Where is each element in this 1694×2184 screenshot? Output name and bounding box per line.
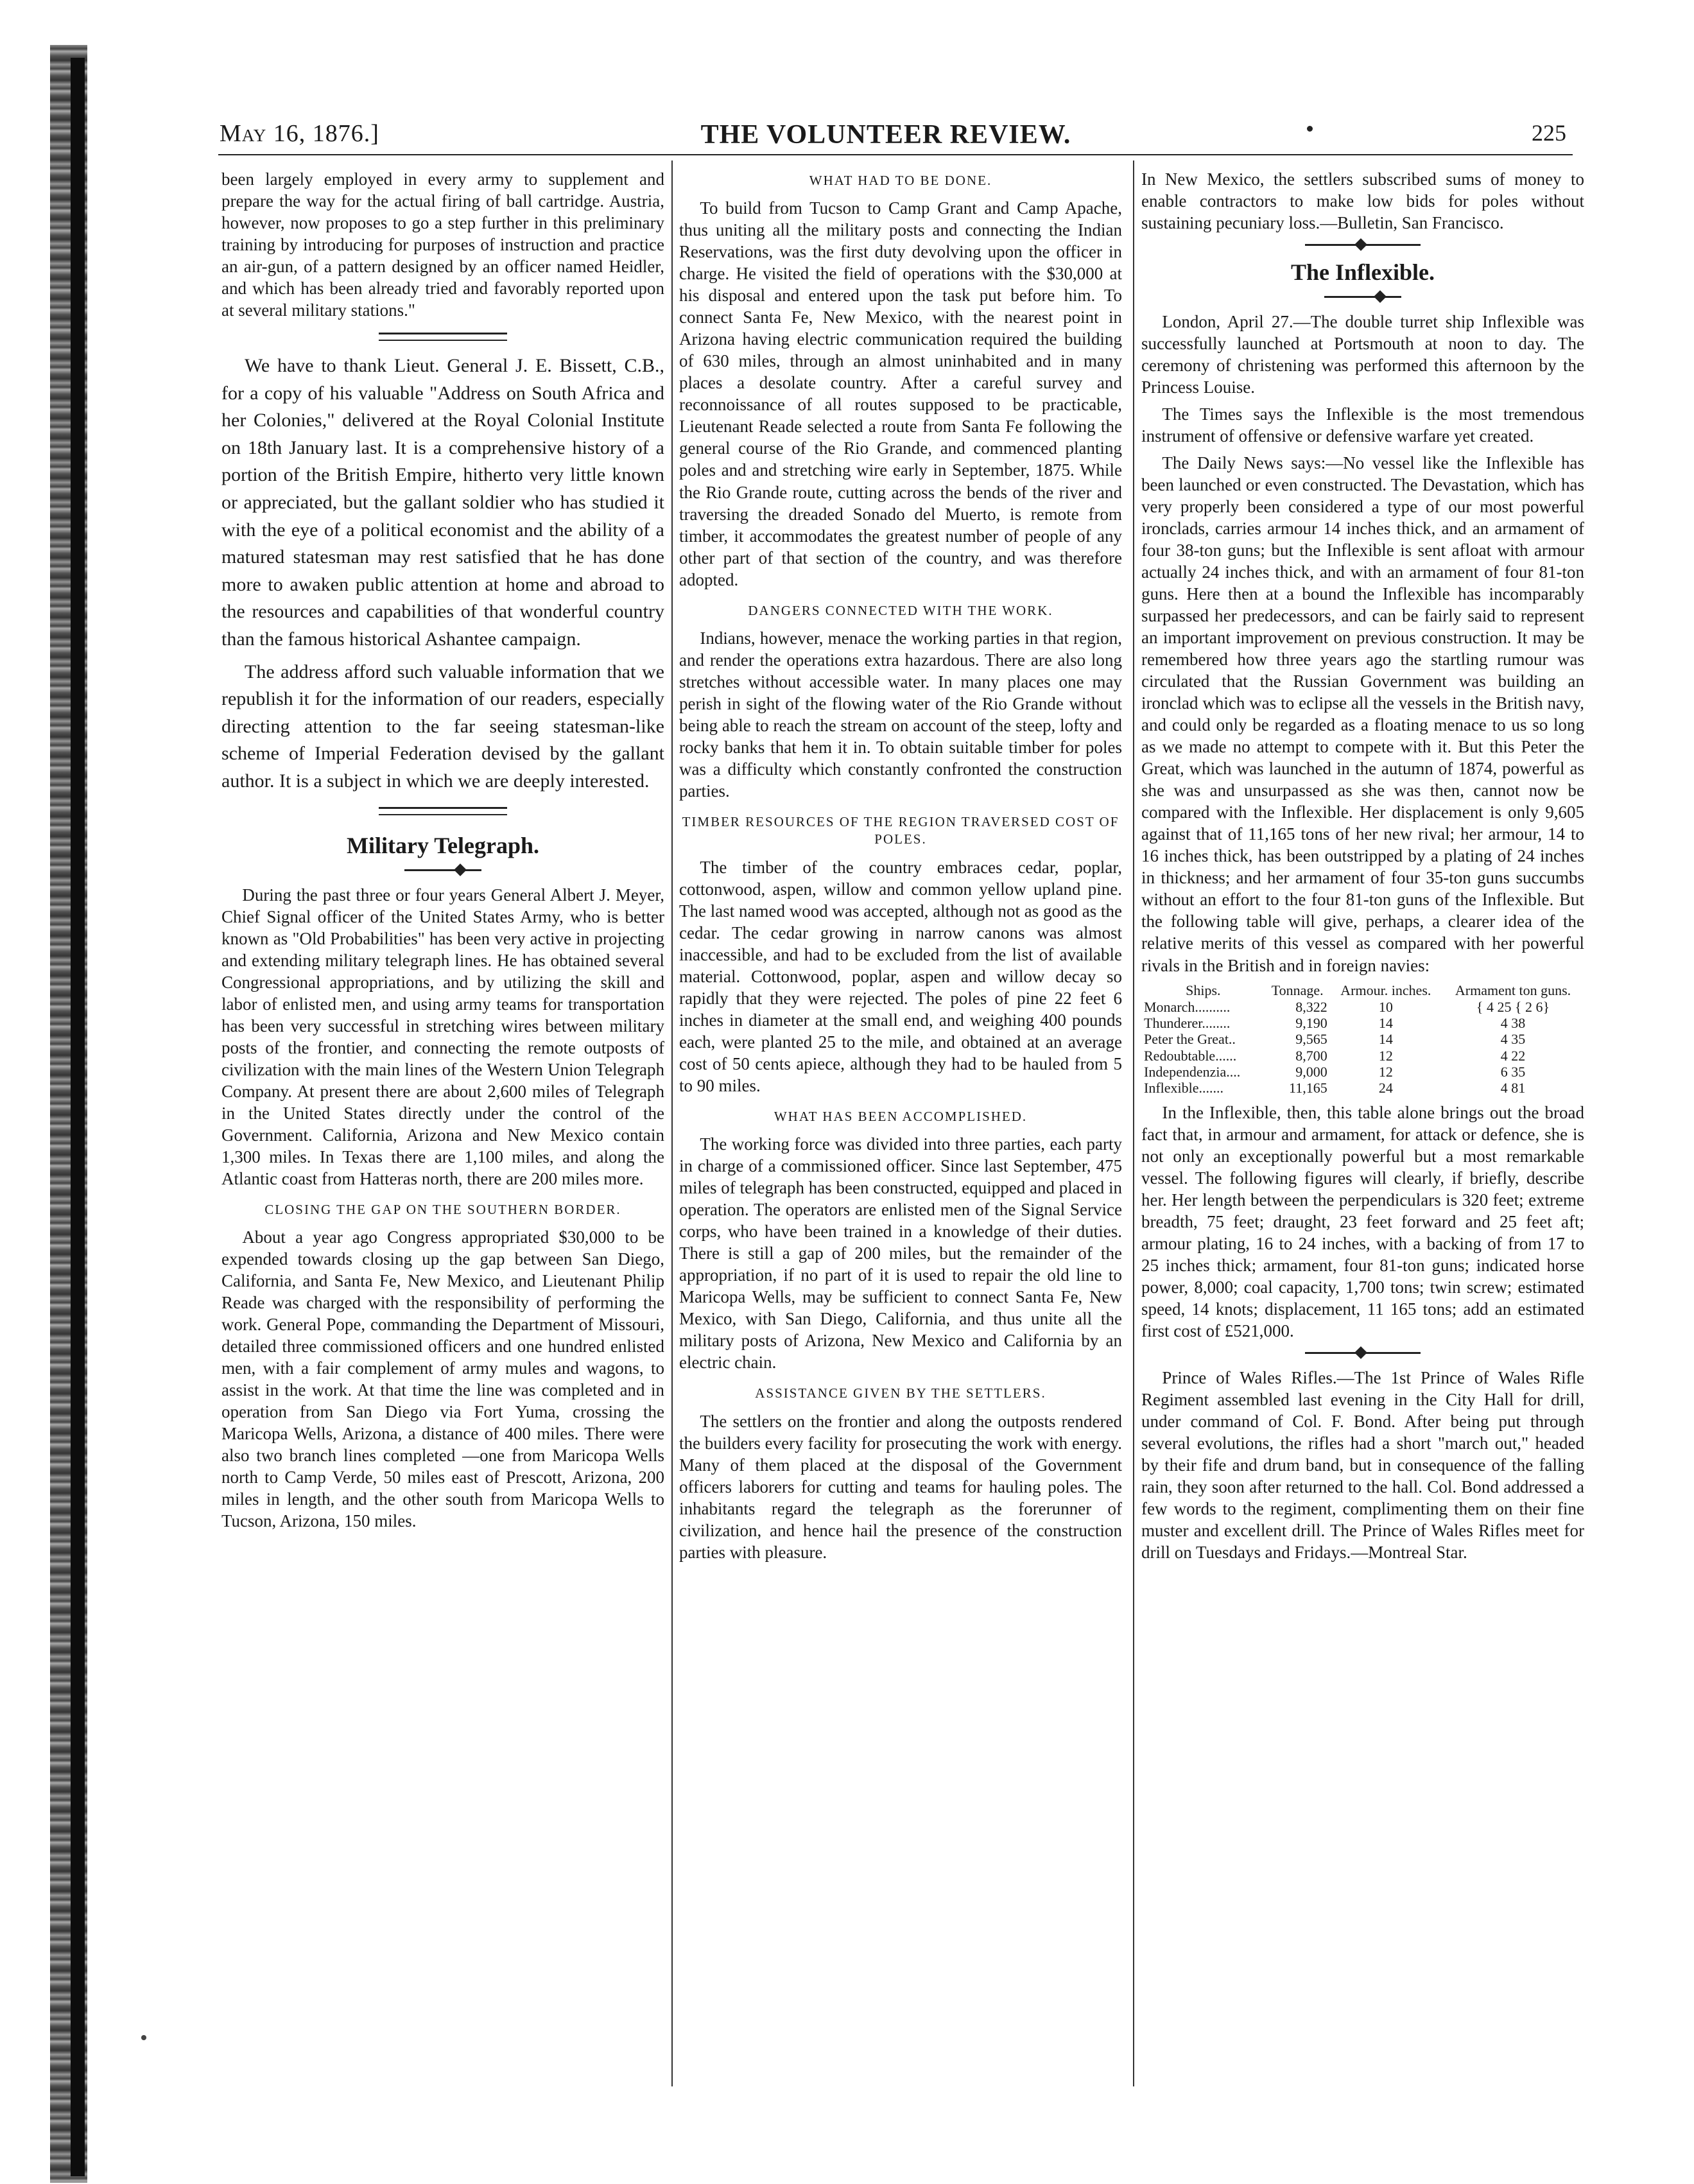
paragraph: Prince of Wales Rifles.—The 1st Prince of Wales Rifle Regiment assembled last evening in the City Hall for drill, under command of Col. F. Bond. After being put through several evolutions, the rifles had a short "march out," headed by their fife and drum band, but in consequence of the falling rain, they soon after returned to the hall. Col. Bond addressed a few words to the regiment, complimenting them on their fine muster and excellent drill. The Prince of Wales Rifles meet for drill on Tuesdays and Fridays.—Montreal Star. [1141,1367,1584,1562]
ornament-rule [1305,244,1421,248]
paragraph: We have to thank Lieut. General J. E. Bissett, C.B., for a copy of his valuable "Address on South Africa and her Colonies," delivered at the Royal Colonial Institute on 18th January last. It is a comprehensive history of a portion of the British Empire, hitherto very little known or appreciated, but the gallant soldier who has studied it with the eye of a political economist and the ability of a matured statesman may rest satisfied that he has done more to awaken public attention at home and abroad to the resources and capabilities of that wonderful country than the famous historical Ashantee campaign. [221,355,664,650]
table-cell: 4 38 [1500,1015,1526,1032]
paragraph: In the Inflexible, then, this table alone brings out the broad fact that, in armour and armament, for attack or defence, she is not only an exceptionally powerful but a most remarkable vessel. The following figures will clearly, if briefly, describe her. Her length between the perpendiculars is 320 feet; extreme breadth, 75 feet; draught, 23 feet forward and 25 feet aft; armour plating, 16 to 24 inches, with a backing of from 17 to 25 inches thick; armament, four 81-ton guns; indicated horse power, 8,000; coal capacity, 1,700 tons; twin screw; estimated speed, 14 knots; displacement, 11 165 tons; add an estimated first cost of £521,000. [1141,1102,1584,1340]
table-header: Ships. [1186,982,1221,998]
paragraph: The address afford such valuable information that we republish it for the information of our readers, especially directing attention to the far seeing statesman-like scheme of Imperial Federation devised by the gallant author. It is a subject in which we are deeply interested. [221,661,664,792]
table-row [1141,1015,1584,1031]
table-cell: 8,322 [1295,998,1327,1015]
column-rule [1133,160,1134,2086]
table-row [1141,1080,1584,1096]
paragraph: The settlers on the frontier and along the outposts rendered the builders every facility for prosecuting the work with energy. Many of them placed at the disposal of the Government officers laborers for cutting and teams for hauling poles. The inhabitants regard the telegraph as the forerunner of civilization, and hence hail the presence of the construction parties with pleasure. [679,1411,1122,1562]
ornament-rule [1305,1352,1421,1356]
paragraph: To build from Tucson to Camp Grant and Camp Apache, thus uniting all the military posts and connecting the Indian Reservations, was the first duty devolving upon the officer in charge. He visited the field of operations with the $30,000 at his disposal and entered upon the task put before him. To connect Santa Fe, New Mexico, with the nearest point in Arizona having electric communication required the building of 630 miles, through an almost uninhabited and in many places a desolate country. After a careful survey and reconnoissance of all routes supposed to be practicable, Lieutenant Reade selected a route from Santa Fe following the general course of the Rio Grande, and commenced planting poles and and stretching wire early in September, 1875. While the Rio Grande route, cutting across the bends of the river and traversing the dreaded Sonado del Muerto, is remote from timber, it accommodates the greatest number of people of any other part of that section of the country, and was therefore adopted. [679,198,1122,589]
title-rule [1324,296,1401,300]
header-title: THE VOLUNTEER REVIEW. [700,120,1071,150]
binding-shadow [71,58,85,2176]
paragraph: The Times says the Inflexible is the most tremendous instrument of offensive or defensive warfare yet created. [1141,404,1584,446]
margin-mark [141,2035,146,2040]
section-heading: CLOSING THE GAP ON THE SOUTHERN BORDER. [264,1201,621,1217]
table-header: Armour. inches. [1340,982,1431,998]
paragraph: About a year ago Congress appropriated $30,000 to be expended towards closing up the gap between San Diego, California, and Santa Fe, New Mexico, and Lieutenant Philip Reade was charged with the responsibility of performing the work. General Pope, commanding the Department of Missouri, detailed three commissioned officers and one hundred enlisted men, with a fair complement of army mules and wagons, to assist in the work. At that time the line was completed and in operation from San Diego via Fort Yuma, crossing the Maricopa Wells, Arizona, a distance of 400 miles. There were also two branch lines completed —one from Maricopa Wells north to Camp Verde, 50 miles east of Prescott, Arizona, 200 miles in length, and the other south from Maricopa Wells to Tucson, Arizona, 150 miles. [221,1227,664,1531]
article-title: Military Telegraph. [347,832,539,858]
article-title: The Inflexible. [1290,259,1435,286]
section-heading: TIMBER RESOURCES OF THE REGION TRAVERSED COST OF POLES. [682,814,1119,847]
table-cell: 4 35 [1500,1031,1526,1048]
ships-table [1141,982,1584,1096]
table-cell: 11,165 [1289,1080,1327,1096]
table-cell: 14 [1378,1031,1393,1048]
paragraph: In New Mexico, the settlers subscribed sums of money to enable contractors to make low bids for poles without sustaining pecuniary loss.—Bulletin, San Francisco. [1141,169,1584,233]
column-2 [679,168,1122,1568]
table-cell: 9,000 [1295,1064,1327,1080]
table-cell: Peter the Great.. [1144,1031,1236,1048]
table-cell: 10 [1378,998,1393,1015]
table-row [1141,1064,1584,1080]
header-date: May 16, 1876.] [220,120,379,147]
table-cell: 9,565 [1295,1031,1327,1048]
header-dot [1307,126,1313,132]
section-heading: DANGERS CONNECTED WITH THE WORK. [748,602,1053,618]
section-heading: WHAT HAS BEEN ACCOMPLISHED. [774,1108,1028,1124]
header-page-number: 225 [1532,120,1566,146]
section-heading: WHAT HAD TO BE DONE. [809,173,992,188]
table-cell: 12 [1378,1047,1393,1064]
table-header: Armament ton guns. [1455,982,1571,998]
table-row [1141,1031,1584,1047]
column-rule [671,160,673,2086]
paragraph: London, April 27.—The double turret ship Inflexible was successfully launched at Portsmouth at noon to day. The ceremony of christening was performed this afternoon by the Princess Louise. [1141,312,1584,397]
table-row [1141,1048,1584,1064]
double-rule [379,807,507,815]
table-cell: 12 [1378,1064,1393,1080]
table-header: Tonnage. [1271,982,1324,998]
table-cell: { 4 25 { 2 6} [1476,998,1550,1015]
paragraph: The working force was divided into three parties, each party in charge of a commissioned officer. Since last September, 475 miles of telegraph has been constructed, equipped and placed in operation. The operators are enlisted men of the Signal Service corps, who have been trained in a knowledge of their duties. There is still a gap of 200 miles, but the remainder of the appropriation, if no part of it is used to repair the old line to Maricopa Wells, may be sufficient to connect Santa Fe, New Mexico, with San Diego, California, and thus unite all the military posts of Arizona, New Mexico and California by an electric chain. [679,1134,1122,1373]
paragraph: During the past three or four years General Albert J. Meyer, Chief Signal officer of the United States Army, who is better known as "Old Probabilities" has been very active in projecting and extending military telegraph lines. He has obtained several Congressional appropriations, and by utilizing the skill and labor of enlisted men, and using army teams for transportation has been very successful in stretching wires between military posts of the frontier, and connecting the remote outposts of civilization with the main lines of the Western Union Telegraph Company. At present there are about 2,600 miles of Telegraph in the United States directly under the control of the Government. California, Arizona and New Mexico contain 1,300 miles. In Texas there are 1,100 miles, and along the Atlantic coast from Hatteras north, there are 200 miles more. [221,885,664,1188]
double-rule [379,333,507,341]
section-heading: ASSISTANCE GIVEN BY THE SETTLERS. [755,1385,1046,1401]
table-cell: 8,700 [1295,1047,1327,1064]
title-rule [404,869,481,874]
table-cell: 24 [1378,1080,1393,1096]
table-cell: 14 [1378,1015,1393,1032]
table-cell: 6 35 [1500,1064,1526,1080]
table-cell: Independenzia.... [1144,1064,1241,1080]
header-rule [218,154,1573,155]
table-cell: 9,190 [1295,1015,1327,1032]
column-3 [1141,168,1584,1568]
table-cell: 4 81 [1500,1080,1526,1096]
table-cell: Monarch.......... [1144,998,1231,1015]
column-1 [221,168,664,1537]
table-cell: Redoubtable...... [1144,1047,1237,1064]
table-header-row [1141,982,1584,999]
table-cell: 4 22 [1500,1047,1526,1064]
paragraph: The timber of the country embraces cedar, poplar, cottonwood, aspen, willow and common yellow upland pine. The last named wood was accepted, although not as good as the cedar. The cedar growing in narrow canons was almost inaccessible, and had to be excluded from the list of available material. Cottonwood, poplar, aspen and willow decay so rapidly that they were rejected. The poles of pine 22 feet 6 inches in diameter at the small end, and weighing 400 pounds each, were planted 25 to the mile, and obtained at an average cost of 50 cents apiece, although they had to be hauled from 5 to 90 miles. [679,857,1122,1095]
paragraph: Indians, however, menace the working parties in that region, and render the operations extra hazardous. There are also long stretches without accessible water. In many places one may perish in sight of the flowing water of the Rio Grande without being able to reach the stream on account of the steep, lofty and rocky banks that hem it in. To obtain suitable timber for poles was a difficulty which constantly confronted the construction parties. [679,628,1122,801]
paragraph: been largely employed in every army to supplement and prepare the way for the actual firing of ball cartridge. Austria, however, now proposes to go a step further in this preliminary training by introducing for purposes of instruction and practice an air-gun, of a pattern designed by an officer named Heidler, and which has been already tried and favorably reported upon at several military stations." [221,169,664,320]
table-cell: Thunderer........ [1144,1015,1231,1032]
table-cell: Inflexible....... [1144,1080,1224,1096]
table-row [1141,999,1584,1015]
paragraph: The Daily News says:—No vessel like the Inflexible has been launched or even constructed. The Devastation, which has very properly been considered a type of our most powerful ironclads, carries armour 14 inches thick, and an armament of four 38-ton guns; but the Inflexible is sent afloat with armour actually 24 inches thick, and with an armament of four 81-ton guns. Here then at a bound the Inflexible has incomparably surpassed her predecessors, and can be fairly said to represent an important improvement on previous construction. It may be remembered how three years ago the startling rumour was circulated that the Russian Government was building an ironclad which was to eclipse all the vessels in the British navy, and could only be regarded as a floating menace to us so long as we made no attempt to compete with it. But this Peter the Great, which was launched in the autumn of 1874, powerful as she was and unsurpassed as she was then, cannot now be compared with the Inflexible. Her displacement is only 9,605 against that of 11,165 tons of her new rival; her armour, 14 to 16 inches thick, has been outstripped by a plating of 24 inches in thickness; and her armament of four 35-ton guns succumbs without an effort to the four 81-ton guns of the Inflexible. But the following table will give, perhaps, a clearer idea of the relative merits of this vessel as compared with her powerful rivals in the British and in foreign navies: [1141,453,1584,975]
